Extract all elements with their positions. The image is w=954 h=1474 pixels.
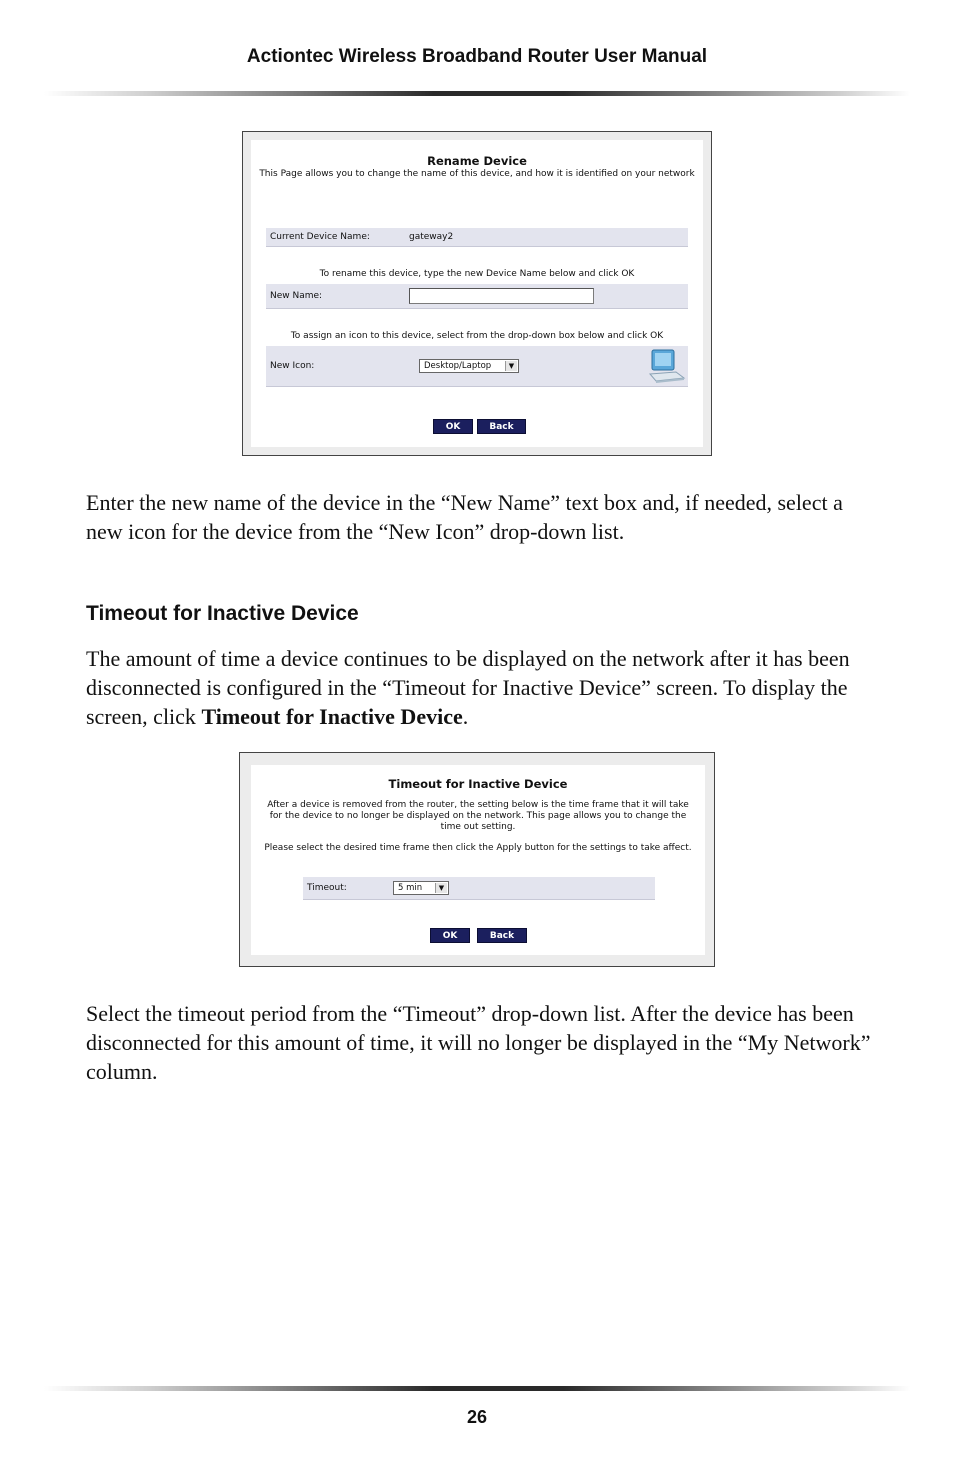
- new-name-label: New Name:: [270, 291, 323, 301]
- new-name-row: [266, 284, 688, 309]
- timeout-select[interactable]: [393, 881, 449, 895]
- new-icon-selected-value: Desktop/Laptop: [424, 361, 492, 371]
- current-name-value: gateway2: [409, 232, 454, 242]
- rename-instruction: To rename this device, type the new Device Name below and click OK: [319, 269, 635, 279]
- intro-period: .: [462, 704, 469, 729]
- timeout-description: After a device is removed from the router, the setting below is the time frame that it will take for the device to no longer be displayed on the network. This page allows you to change the time out setting.: [267, 800, 689, 832]
- rename-device-screenshot: [242, 131, 712, 456]
- paragraph-new-name: Enter the new name of the device in the “New Name” text box and, if needed, select a new icon for the device from the “New Icon” drop-down list.: [86, 490, 843, 544]
- new-icon-row: [266, 346, 688, 387]
- icon-instruction: To assign an icon to this device, select from the drop-down box below and click OK: [290, 331, 664, 341]
- chevron-down-icon: ▼: [505, 361, 517, 371]
- timeout-back-button[interactable]: Back: [477, 928, 527, 943]
- intro-text: The amount of time a device continues to be displayed on the network after it has been disconnected is configured in the “Timeout for Inactive Device” screen. To display the screen, click: [86, 646, 850, 729]
- rename-device-panel: [251, 140, 703, 447]
- header-rule: [44, 91, 910, 96]
- timeout-row: [303, 877, 655, 900]
- new-name-input[interactable]: [409, 288, 594, 304]
- timeout-instruction: Please select the desired time frame then click the Apply button for the settings to take affect.: [264, 843, 692, 853]
- timeout-label: Timeout:: [307, 883, 347, 893]
- desktop-computer-icon: [646, 348, 686, 385]
- timeout-ok-button[interactable]: OK: [430, 928, 470, 943]
- page-number: 26: [466, 1407, 488, 1427]
- timeout-screenshot: [239, 752, 715, 967]
- section-heading-timeout: Timeout for Inactive Device: [86, 602, 359, 625]
- rename-device-description: This Page allows you to change the name of this device, and how it is identified on your network: [259, 169, 695, 179]
- manual-header-title: Actiontec Wireless Broadband Router User Manual: [246, 46, 708, 67]
- current-name-label: Current Device Name:: [270, 232, 370, 242]
- chevron-down-icon: ▼: [435, 883, 447, 893]
- new-icon-label: New Icon:: [270, 361, 315, 371]
- footer-rule: [44, 1386, 910, 1391]
- timeout-title: Timeout for Inactive Device: [388, 777, 568, 791]
- new-icon-select[interactable]: [419, 359, 519, 373]
- timeout-panel: [251, 765, 705, 955]
- ok-button[interactable]: OK: [433, 419, 473, 434]
- paragraph-timeout-select: Select the timeout period from the “Timeout” drop-down list. After the device has been disconnected for this amount of time, it will no longer be displayed in the “My Network” column.: [86, 1001, 871, 1084]
- intro-bold-link-text: Timeout for Inactive Device: [201, 704, 463, 729]
- current-name-row: [266, 228, 688, 247]
- back-button[interactable]: Back: [477, 419, 526, 434]
- rename-device-title: Rename Device: [427, 154, 527, 168]
- paragraph-timeout-intro: [86, 644, 876, 731]
- timeout-selected-value: 5 min: [398, 883, 423, 893]
